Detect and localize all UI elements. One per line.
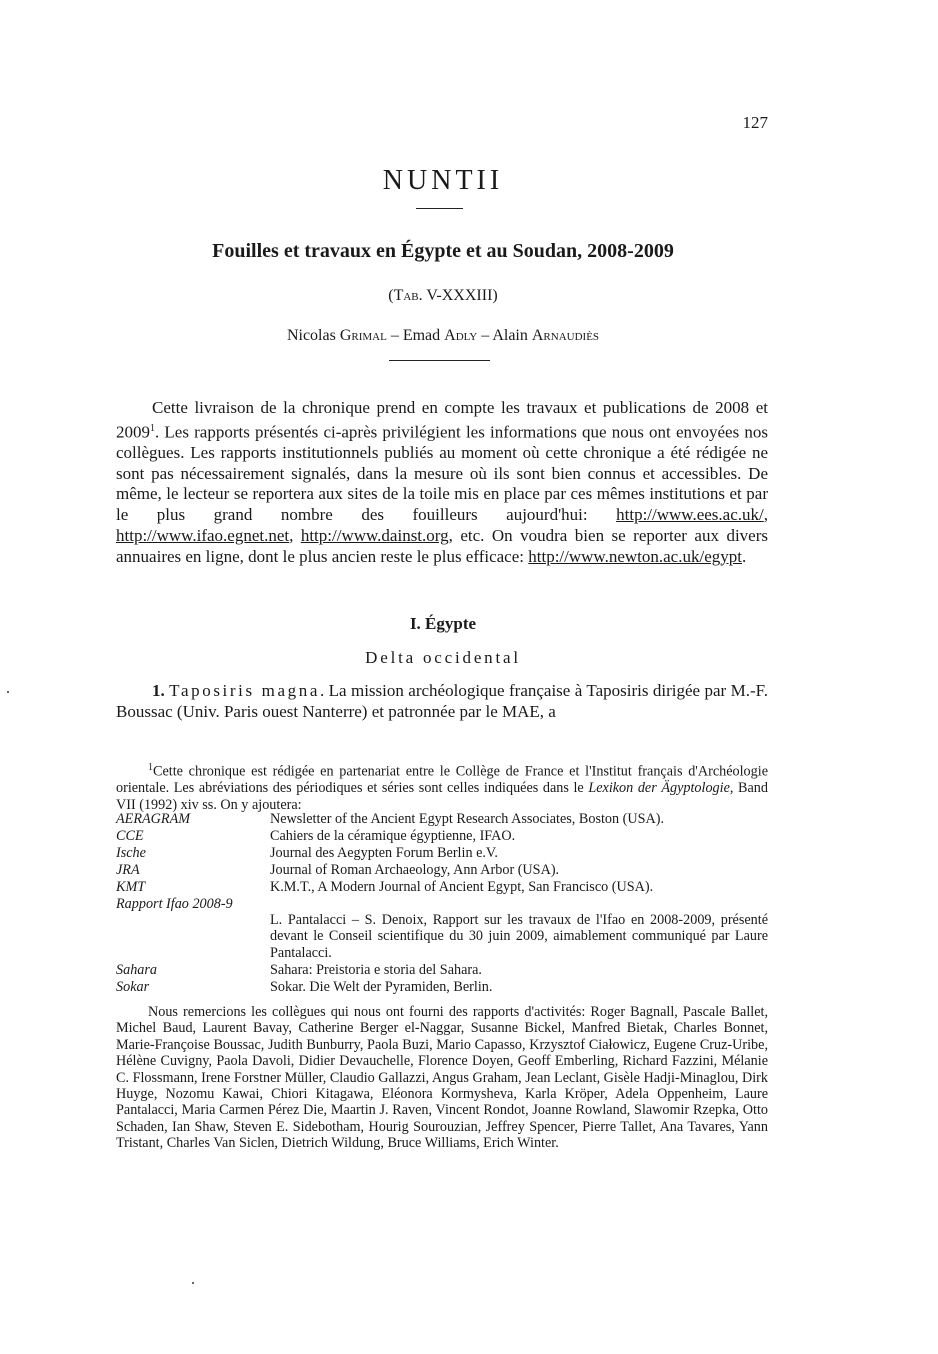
entry-number: 1. [152, 681, 165, 700]
abbreviation-value: K.M.T., A Modern Journal of Ancient Egypt, San Francisco (USA). [270, 879, 654, 895]
entry-text: . La mission archéologique française à Taposiris dirigée par M.-F. Boussac (Univ. Paris ouest Nanterre) et patronnée par le MAE, a [116, 681, 768, 721]
link-dainst[interactable]: http://www.dainst.org [300, 525, 449, 545]
intro-text: . Les rapports présentés ci-après privilégient les informations que nous ont envoyées nos collègues. Les rapports institutionnels publiés au moment où cette chronique a été rédigée ne sont pas nécessairement signalés, dans la mesure où ils sont bien connus et accessibles. De même, le lecteur se reportera aux sites de la toile mis en place par ces mêmes institutions et par le plus grand nombre des fouilleurs aujourd'hui: [116, 422, 768, 525]
acknowledgements: Nous remercions les collègues qui nous ont fourni des rapports d'activités: Roger Bagnall, Pascale Ballet, Michel Baud, Laurent Bavay, Catherine Berger el-Naggar, Susanne Bickel, Manfred Bietak, Charles Bonnet, Marie-Françoise Boussac, Judith Bunburry, Paola Buzi, Mario Capasso, Krzysztof Ciałowicz, Eugene Cruz-Uribe, Hélène Cuvigny, Paola Davoli, Didier Devauchelle, Florence Doyen, Geoff Emberling, Richard Fazzini, Mélanie C. Flossmann, Irene Forstner Müller, Claudio Gallazzi, Angus Graham, Jean Leclant, Gisèle Hadji-Minaglou, Dirk Huyge, Nozomu Kawai, Chiori Kitagawa, Eléonora Kormysheva, Karla Kröper, Adela Oppenheim, Laure Pantalacci, Maria Carmen Pérez Die, Maartin J. Raven, Vincent Rondot, Joanne Rowland, Slawomir Rzepka, Otto Schaden, Ian Shaw, Steven E. Sidebotham, Hourig Sourouzian, Jeffrey Spencer, Pierre Tallet, Ana Tavares, Yann Tristant, Charles Van Siclen, Dietrich Wildung, Bruce Williams, Erich Winter. [116, 1004, 768, 1152]
abbreviation-key: AERAGRAM [116, 811, 191, 827]
link-ees[interactable]: http://www.ees.ac.uk/ [616, 505, 764, 525]
author-first-name: Alain [492, 327, 528, 344]
footnote-lexikon: Lexikon der Ägyptologie [588, 780, 730, 797]
abbreviation-value: Journal of Roman Archaeology, Ann Arbor (USA). [270, 862, 560, 878]
author-last-name: Adly [444, 327, 478, 344]
author-last-name: Grimal [339, 327, 387, 344]
intro-text: Cette livraison de la chronique prend en compte les travaux et publications de 2008 et 2009 [116, 398, 768, 442]
scan-speck [192, 1282, 194, 1284]
author-separator: – [477, 327, 493, 344]
title-divider [416, 208, 463, 209]
scan-speck [7, 691, 9, 693]
author-last-name: Arnaudiès [531, 327, 600, 344]
footnote-text: , Band VII (1992) xiv ss. On y ajoutera: [116, 780, 768, 813]
abbreviation-value: Sahara: Preistoria e storia del Sahara. [270, 962, 482, 978]
article-title: Fouilles et travaux en Égypte et au Soudan, 2008-2009 [212, 240, 674, 262]
intro-text: . [741, 546, 747, 566]
link-ifao[interactable]: http://www.ifao.egnet.net [116, 525, 290, 545]
author-first-name: Emad [402, 327, 441, 344]
abbreviation-key: CCE [116, 828, 144, 844]
plates-reference [0, 287, 886, 305]
link-newton[interactable]: http://www.newton.ac.uk/egypt [528, 546, 742, 566]
author-list [0, 327, 886, 345]
subsection-heading: Delta occidental [365, 648, 521, 667]
section-heading: I. Égypte [409, 614, 477, 633]
abbreviation-value: Newsletter of the Ancient Egypt Research Associates, Boston (USA). [270, 811, 665, 827]
abbreviation-key: Rapport Ifao 2008-9 [116, 896, 233, 912]
abbreviation-value: Sokar. Die Welt der Pyramiden, Berlin. [270, 979, 493, 995]
abbreviation-key: Sokar [116, 979, 150, 995]
abbreviation-key: JRA [116, 862, 140, 878]
site-name: Taposiris magna [169, 681, 320, 700]
footnote-text: Cette chronique est rédigée en partenariat entre le Collège de France et l'Institut français d'Archéologie orientale. Les abréviations des périodiques et séries sont celles indiquées dans le [116, 763, 768, 797]
footnote-reference[interactable]: 1 [150, 422, 155, 434]
separator: , [289, 525, 301, 545]
footnote-intro [116, 760, 768, 813]
separator: , [763, 505, 768, 525]
abbreviation-value: L. Pantalacci – S. Denoix, Rapport sur les travaux de l'Ifao en 2008-2009, présenté devant le Conseil scientifique du 30 juin 2009, aimablement communiqué par Laure Pantalacci. [270, 912, 768, 961]
page-number: 127 [742, 113, 768, 132]
author-first-name: Nicolas [286, 327, 336, 344]
site-entry [116, 681, 768, 722]
abbreviation-value: Cahiers de la céramique égyptienne, IFAO. [270, 828, 516, 844]
intro-text: , etc. On voudra bien se reporter aux divers annuaires en ligne, dont le plus ancien reste le plus efficace: [116, 525, 768, 566]
abbreviation-value: Journal des Aegypten Forum Berlin e.V. [270, 845, 498, 861]
footnote-marker: 1 [148, 762, 153, 773]
authors-divider [389, 360, 490, 361]
page-title: NUNTII [382, 165, 504, 196]
intro-paragraph [116, 398, 768, 567]
abbreviation-key: KMT [116, 879, 146, 895]
author-separator: – [386, 327, 403, 344]
abbreviation-key: Sahara [116, 962, 157, 978]
abbreviation-key: Ische [116, 845, 146, 861]
plates-text: (Tab. V-XXXIII) [388, 287, 498, 304]
